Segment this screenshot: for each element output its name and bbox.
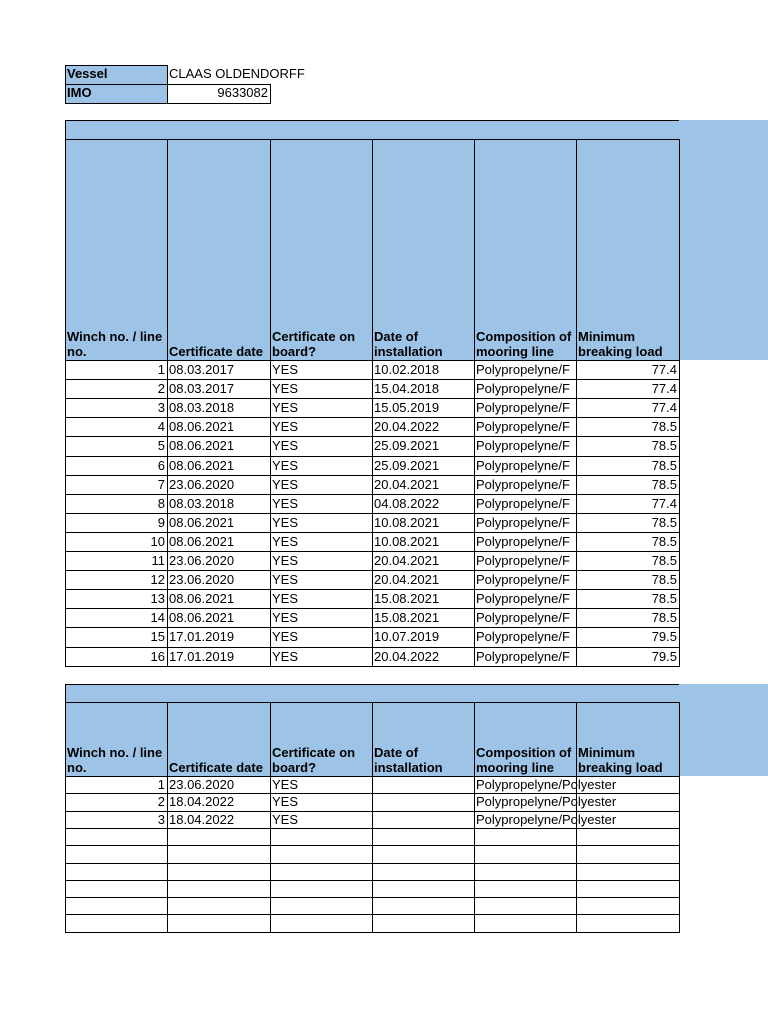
column-header-mbl: Minimum breaking load xyxy=(578,745,663,775)
cell-winch: 15 xyxy=(150,629,165,645)
cell-cert-date: 08.06.2021 xyxy=(169,457,235,473)
cell-mbl: 78.5 xyxy=(651,533,677,549)
cell-cert-date: 18.04.2022 xyxy=(169,794,235,810)
cell-cert-date: 08.06.2021 xyxy=(169,591,235,607)
cell-onboard: YES xyxy=(272,495,299,511)
cell-winch: 9 xyxy=(157,514,165,530)
vessel-label: Vessel xyxy=(67,66,108,81)
cell-winch xyxy=(65,914,167,931)
cell-onboard: YES xyxy=(272,648,299,664)
cell-composition: Polypropelyne/F xyxy=(476,572,570,588)
column-header-install-date: Date of installation xyxy=(374,329,443,359)
column-header-winch: Winch no. / line no. xyxy=(67,329,163,359)
cell-cert-date xyxy=(167,863,270,880)
cell-onboard: YES xyxy=(272,362,299,377)
cell-cert-date xyxy=(167,880,270,897)
cell-winch: 6 xyxy=(157,457,165,473)
cell-winch: 1 xyxy=(157,362,165,377)
cell-winch: 11 xyxy=(151,553,165,568)
cell-cert-date: 17.01.2019 xyxy=(169,648,235,664)
cell-onboard: YES xyxy=(272,381,299,397)
cell-composition: Polypropelyne/F xyxy=(476,476,570,492)
cell-winch xyxy=(65,828,167,845)
cell-cert-date: 08.03.2017 xyxy=(169,362,235,377)
cell-onboard: YES xyxy=(272,811,299,827)
column-header-mbl: Minimum breaking load xyxy=(578,329,663,359)
cell-winch: 14 xyxy=(150,610,165,626)
cell-onboard: YES xyxy=(272,419,299,435)
cell-composition xyxy=(474,914,576,931)
cell-install: 20.04.2021 xyxy=(374,553,440,568)
grid-line xyxy=(576,139,577,667)
cell-install: 20.04.2021 xyxy=(374,476,440,492)
cell-cert-date: 23.06.2020 xyxy=(169,777,235,792)
cell-mbl: 78.5 xyxy=(651,476,677,492)
cell-install: 04.08.2022 xyxy=(374,495,440,511)
cell-install: 20.04.2022 xyxy=(374,419,440,435)
imo-number: 9633082 xyxy=(217,85,268,100)
cell-mbl: 78.5 xyxy=(651,457,677,473)
cell-cert-date: 08.03.2018 xyxy=(169,495,235,511)
cell-cert-date: 08.03.2017 xyxy=(169,381,235,397)
cell-onboard: YES xyxy=(272,400,299,416)
cell-winch: 4 xyxy=(157,419,165,435)
cell-winch: 8 xyxy=(157,495,165,511)
cell-winch xyxy=(65,897,167,914)
column-header-cert-onboard: Certificate on board? xyxy=(272,329,356,359)
header-extension xyxy=(679,120,768,360)
cell-install: 15.08.2021 xyxy=(374,610,440,626)
cell-onboard: YES xyxy=(272,476,299,492)
cell-winch: 12 xyxy=(150,572,165,588)
cell-mbl xyxy=(576,845,679,862)
cell-composition: Polypropelyne/F xyxy=(476,400,570,416)
cell-install: 15.05.2019 xyxy=(374,400,440,416)
cell-cert-date xyxy=(167,897,270,914)
cell-install: 10.08.2021 xyxy=(374,533,440,549)
cell-mbl: 77.4 xyxy=(651,400,677,416)
grid-line xyxy=(474,139,475,667)
cell-composition xyxy=(474,845,576,862)
cell-onboard xyxy=(270,897,372,914)
cell-composition: Polypropelyne/F xyxy=(476,514,570,530)
cell-composition: Polypropelyne/F xyxy=(476,629,570,645)
cell-mbl: 78.5 xyxy=(651,514,677,530)
cell-install xyxy=(372,880,474,897)
cell-composition: Polypropelyne/Polyester xyxy=(476,777,617,792)
cell-cert-date xyxy=(167,914,270,931)
cell-winch: 16 xyxy=(150,648,165,664)
cell-composition: Polypropelyne/F xyxy=(476,457,570,473)
grid-line xyxy=(167,702,168,933)
cell-install: 10.08.2021 xyxy=(374,514,440,530)
cell-winch: 3 xyxy=(157,400,165,416)
grid-line xyxy=(65,120,679,121)
cell-onboard xyxy=(270,880,372,897)
cell-mbl: 77.4 xyxy=(651,381,677,397)
column-header-cert-date: Certificate date xyxy=(169,344,263,359)
cell-install: 20.04.2022 xyxy=(374,648,440,664)
cell-composition: Polypropelyne/F xyxy=(476,362,570,377)
cell-cert-date: 18.04.2022 xyxy=(169,811,235,827)
column-header-composition: Composition of mooring line xyxy=(476,745,572,775)
column-header-composition: Composition of mooring line xyxy=(476,329,572,359)
cell-cert-date xyxy=(167,828,270,845)
column-header-install-date: Date of installation xyxy=(374,745,443,775)
grid-line xyxy=(167,139,168,667)
cell-winch: 1 xyxy=(157,777,165,792)
cell-cert-date: 08.06.2021 xyxy=(169,533,235,549)
cell-mbl: 79.5 xyxy=(651,648,677,664)
cell-mbl xyxy=(576,880,679,897)
cell-onboard: YES xyxy=(272,553,299,568)
cell-winch: 2 xyxy=(157,794,165,810)
cell-cert-date xyxy=(167,845,270,862)
cell-install: 15.08.2021 xyxy=(374,591,440,607)
cell-install xyxy=(372,863,474,880)
cell-winch: 13 xyxy=(150,591,165,607)
table-title-band xyxy=(65,684,679,702)
cell-onboard: YES xyxy=(272,438,299,454)
cell-onboard: YES xyxy=(272,591,299,607)
cell-install xyxy=(372,776,474,793)
cell-mbl: 77.4 xyxy=(651,495,677,511)
column-header-winch: Winch no. / line no. xyxy=(67,745,163,775)
cell-composition xyxy=(474,897,576,914)
cell-mbl: 78.5 xyxy=(651,553,677,568)
table-title-band xyxy=(65,120,679,139)
cell-onboard: YES xyxy=(272,610,299,626)
cell-composition: Polypropelyne/F xyxy=(476,438,570,454)
cell-winch: 5 xyxy=(157,438,165,454)
cell-composition xyxy=(474,880,576,897)
cell-composition: Polypropelyne/F xyxy=(476,495,570,511)
column-header-cert-onboard: Certificate on board? xyxy=(272,745,356,775)
cell-onboard: YES xyxy=(272,514,299,530)
grid-line xyxy=(372,139,373,667)
cell-install xyxy=(372,914,474,931)
cell-mbl xyxy=(576,863,679,880)
cell-onboard xyxy=(270,828,372,845)
cell-composition: Polypropelyne/F xyxy=(476,610,570,626)
cell-mbl xyxy=(576,914,679,931)
cell-onboard: YES xyxy=(272,457,299,473)
cell-install: 10.07.2019 xyxy=(374,629,440,645)
cell-mbl: 78.5 xyxy=(651,572,677,588)
grid-line xyxy=(679,139,680,667)
cell-cert-date: 23.06.2020 xyxy=(169,572,235,588)
cell-install: 25.09.2021 xyxy=(374,457,440,473)
cell-onboard: YES xyxy=(272,572,299,588)
cell-winch xyxy=(65,863,167,880)
cell-install xyxy=(372,897,474,914)
cell-cert-date: 23.06.2020 xyxy=(169,476,235,492)
cell-mbl: 78.5 xyxy=(651,419,677,435)
cell-winch: 10 xyxy=(150,533,165,549)
cell-mbl: 78.5 xyxy=(651,610,677,626)
cell-composition: Polypropelyne/F xyxy=(476,553,570,568)
cell-onboard xyxy=(270,863,372,880)
cell-winch: 7 xyxy=(157,476,165,492)
cell-cert-date: 23.06.2020 xyxy=(169,553,235,568)
column-header-cert-date: Certificate date xyxy=(169,760,263,775)
cell-mbl xyxy=(576,828,679,845)
cell-install xyxy=(372,793,474,810)
cell-composition: Polypropelyne/Polyester xyxy=(476,794,617,810)
cell-composition xyxy=(474,828,576,845)
cell-mbl: 78.5 xyxy=(651,591,677,607)
cell-winch xyxy=(65,845,167,862)
cell-install xyxy=(372,828,474,845)
cell-cert-date: 08.06.2021 xyxy=(169,419,235,435)
cell-install xyxy=(372,845,474,862)
cell-cert-date: 08.06.2021 xyxy=(169,514,235,530)
cell-cert-date: 08.06.2021 xyxy=(169,438,235,454)
grid-line xyxy=(372,702,373,933)
cell-install: 15.04.2018 xyxy=(374,381,440,397)
cell-mbl: 78.5 xyxy=(651,438,677,454)
vessel-name: CLAAS OLDENDORFF xyxy=(169,66,305,81)
grid-line xyxy=(270,702,271,933)
cell-winch: 2 xyxy=(157,381,165,397)
header-extension xyxy=(679,684,768,776)
cell-composition: Polypropelyne/F xyxy=(476,381,570,397)
cell-onboard: YES xyxy=(272,777,299,792)
cell-composition: Polypropelyne/F xyxy=(476,591,570,607)
cell-composition: Polypropelyne/Polyester xyxy=(476,811,617,827)
cell-onboard: YES xyxy=(272,794,299,810)
cell-cert-date: 08.06.2021 xyxy=(169,610,235,626)
cell-mbl: 79.5 xyxy=(651,629,677,645)
cell-onboard xyxy=(270,845,372,862)
cell-install: 20.04.2021 xyxy=(374,572,440,588)
cell-onboard xyxy=(270,914,372,931)
cell-install: 10.02.2018 xyxy=(374,362,440,377)
cell-cert-date: 08.03.2018 xyxy=(169,400,235,416)
cell-winch xyxy=(65,880,167,897)
cell-mbl: 77.4 xyxy=(651,362,677,377)
grid-line xyxy=(679,702,680,933)
cell-composition: Polypropelyne/F xyxy=(476,533,570,549)
cell-cert-date: 17.01.2019 xyxy=(169,629,235,645)
grid-line xyxy=(270,139,271,667)
cell-composition: Polypropelyne/F xyxy=(476,419,570,435)
cell-composition: Polypropelyne/F xyxy=(476,648,570,664)
cell-onboard: YES xyxy=(272,533,299,549)
cell-onboard: YES xyxy=(272,629,299,645)
imo-label: IMO xyxy=(67,85,92,100)
cell-winch: 3 xyxy=(157,811,165,827)
cell-composition xyxy=(474,863,576,880)
cell-mbl xyxy=(576,897,679,914)
cell-install xyxy=(372,811,474,828)
cell-install: 25.09.2021 xyxy=(374,438,440,454)
grid-line xyxy=(65,684,679,685)
